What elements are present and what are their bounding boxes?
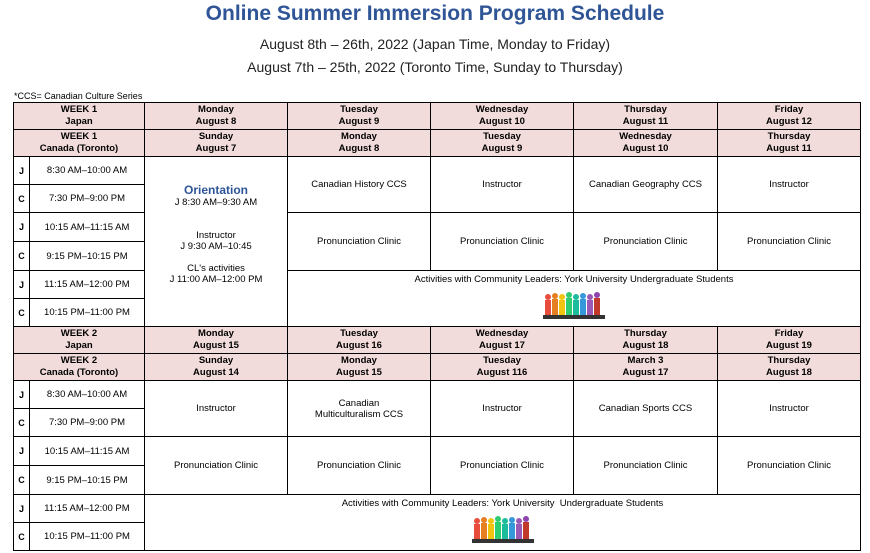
session-cell: Instructor bbox=[431, 381, 574, 437]
tz-label: C bbox=[14, 409, 30, 437]
day-header: Monday August 8 bbox=[145, 103, 288, 130]
page-title: Online Summer Immersion Program Schedule bbox=[205, 2, 665, 25]
session-cell: Pronunciation Clinic bbox=[431, 437, 574, 495]
day-header: Thursday August 11 bbox=[574, 103, 718, 130]
session-cell: Pronunciation Clinic bbox=[718, 213, 861, 271]
day-header: Thursday August 11 bbox=[718, 130, 861, 157]
day-header: Friday August 12 bbox=[718, 103, 861, 130]
tz-label: J bbox=[14, 157, 30, 185]
tz-label: C bbox=[14, 299, 30, 327]
day-header: Thursday August 18 bbox=[574, 327, 718, 354]
time-slot: 7:30 PM–9:00 PM bbox=[30, 409, 145, 437]
subtitle-japan: August 8th – 26th, 2022 (Japan Time, Monday to Friday) bbox=[259, 36, 611, 52]
tz-label: J bbox=[14, 381, 30, 409]
time-slot: 11:15 AM–12:00 PM bbox=[30, 271, 145, 299]
session-cell: Instructor bbox=[431, 157, 574, 213]
session-cell: Instructor bbox=[145, 381, 288, 437]
session-cell: Pronunciation Clinic bbox=[288, 437, 431, 495]
orientation-cell bbox=[145, 157, 288, 327]
day-header: Monday August 15 bbox=[288, 354, 431, 381]
time-slot: 10:15 PM–11:00 PM bbox=[30, 299, 145, 327]
community-leaders-cell bbox=[288, 271, 861, 327]
community-leaders-text: Activities with Community Leaders: York University Undergraduate Students bbox=[414, 274, 734, 285]
time-slot: 8:30 AM–10:00 AM bbox=[30, 381, 145, 409]
day-header: March 3 August 17 bbox=[574, 354, 718, 381]
people-group-icon bbox=[472, 515, 534, 545]
day-header: Tuesday August 116 bbox=[431, 354, 574, 381]
session-cell: Pronunciation Clinic bbox=[574, 437, 718, 495]
session-cell: Pronunciation Clinic bbox=[718, 437, 861, 495]
day-header: Tuesday August 9 bbox=[431, 130, 574, 157]
subtitle-toronto: August 7th – 25th, 2022 (Toronto Time, Sunday to Thursday) bbox=[247, 59, 623, 75]
day-header: Thursday August 18 bbox=[718, 354, 861, 381]
tz-label: J bbox=[14, 271, 30, 299]
tz-label: C bbox=[14, 523, 30, 551]
instructor-time: J 9:30 AM–10:45 bbox=[180, 241, 252, 252]
session-cell: Instructor bbox=[718, 157, 861, 213]
community-leaders-text: Activities with Community Leaders: York University Undergraduate Students bbox=[341, 498, 664, 509]
day-header: Wednesday August 10 bbox=[431, 103, 574, 130]
session-cell: Instructor bbox=[718, 381, 861, 437]
time-slot: 11:15 AM–12:00 PM bbox=[30, 495, 145, 523]
day-header: Monday August 15 bbox=[145, 327, 288, 354]
session-cell: Pronunciation Clinic bbox=[574, 213, 718, 271]
week-japan-label: WEEK 2 Japan bbox=[14, 327, 145, 354]
week2-schedule bbox=[13, 326, 861, 551]
time-slot: 9:15 PM–10:15 PM bbox=[30, 466, 145, 495]
community-leaders-cell bbox=[145, 495, 861, 551]
time-slot: 10:15 PM–11:00 PM bbox=[30, 523, 145, 551]
session-cell: Canadian Sports CCS bbox=[574, 381, 718, 437]
day-header: Friday August 19 bbox=[718, 327, 861, 354]
ccs-note: *CCS= Canadian Culture Series bbox=[14, 91, 143, 101]
orientation-title: Orientation bbox=[183, 183, 248, 197]
week1-schedule bbox=[13, 102, 861, 327]
session-cell: Canadian Geography CCS bbox=[574, 157, 718, 213]
session-cell: Pronunciation Clinic bbox=[288, 213, 431, 271]
tz-label: J bbox=[14, 437, 30, 466]
tz-label: C bbox=[14, 185, 30, 213]
day-header: Tuesday August 9 bbox=[288, 103, 431, 130]
session-cell: Canadian History CCS bbox=[288, 157, 431, 213]
cl-label: CL's activities bbox=[187, 263, 245, 274]
session-cell: Pronunciation Clinic bbox=[431, 213, 574, 271]
tz-label: C bbox=[14, 466, 30, 495]
time-slot: 10:15 AM–11:15 AM bbox=[30, 437, 145, 466]
tz-label: J bbox=[14, 495, 30, 523]
time-slot: 8:30 AM–10:00 AM bbox=[30, 157, 145, 185]
day-header: Tuesday August 16 bbox=[288, 327, 431, 354]
session-cell: Canadian Multiculturalism CCS bbox=[288, 381, 431, 437]
day-header: Wednesday August 17 bbox=[431, 327, 574, 354]
day-header: Sunday August 7 bbox=[145, 130, 288, 157]
instructor-label: Instructor bbox=[196, 230, 236, 241]
tz-label: C bbox=[14, 242, 30, 271]
day-header: Wednesday August 10 bbox=[574, 130, 718, 157]
time-slot: 7:30 PM–9:00 PM bbox=[30, 185, 145, 213]
people-group-icon bbox=[543, 291, 605, 321]
day-header: Sunday August 14 bbox=[145, 354, 288, 381]
session-cell: Pronunciation Clinic bbox=[145, 437, 288, 495]
tz-label: J bbox=[14, 213, 30, 242]
orientation-time: J 8:30 AM–9:30 AM bbox=[174, 197, 258, 208]
time-slot: 10:15 AM–11:15 AM bbox=[30, 213, 145, 242]
time-slot: 9:15 PM–10:15 PM bbox=[30, 242, 145, 271]
cl-time: J 11:00 AM–12:00 PM bbox=[169, 274, 263, 285]
week-canada-label: WEEK 2 Canada (Toronto) bbox=[14, 354, 145, 381]
week-japan-label: WEEK 1 Japan bbox=[14, 103, 145, 130]
week-canada-label: WEEK 1 Canada (Toronto) bbox=[14, 130, 145, 157]
day-header: Monday August 8 bbox=[288, 130, 431, 157]
